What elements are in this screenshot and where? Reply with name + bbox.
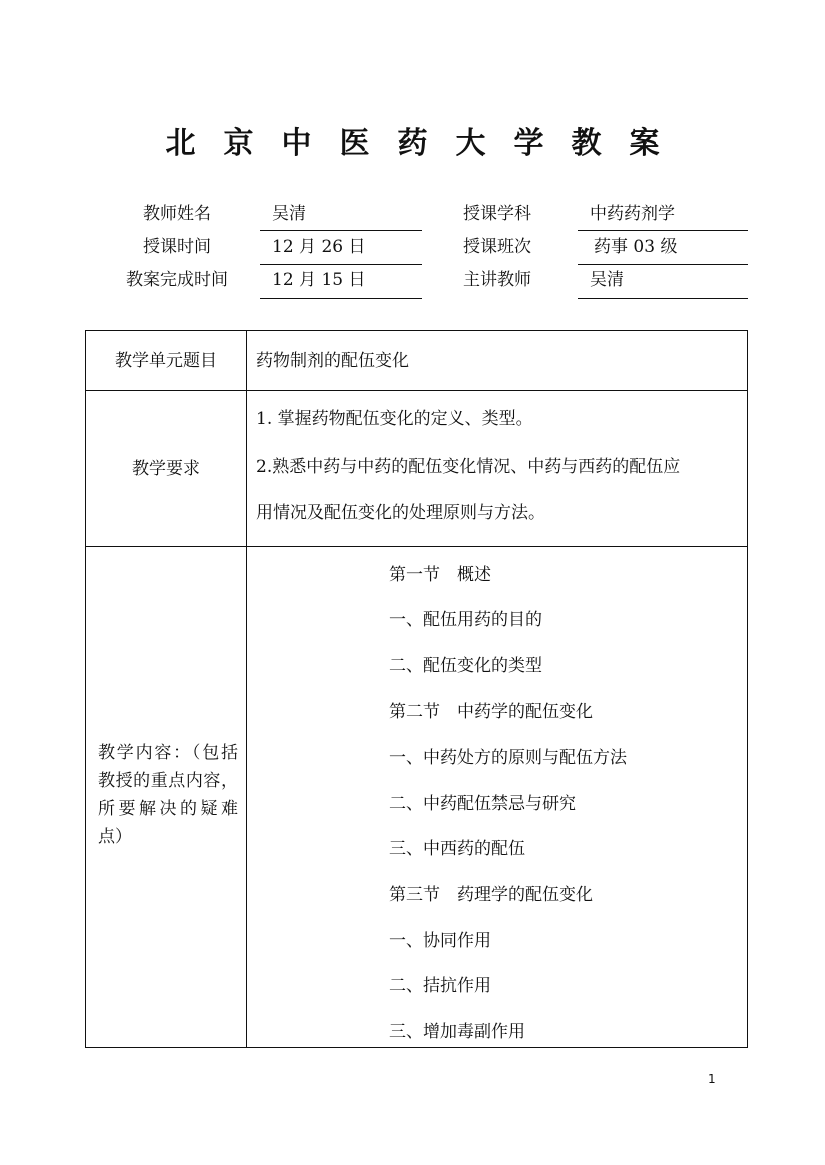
subject-value: 中药药剂学	[590, 204, 675, 224]
class-value: 药事 03 级	[594, 237, 678, 257]
teacher-name-label: 教师姓名	[143, 204, 211, 224]
content-line: 二、配伍变化的类型	[389, 656, 542, 676]
requirement-line: 1. 掌握药物配伍变化的定义、类型。	[256, 409, 533, 429]
teacher-name-value: 吴清	[272, 204, 306, 224]
title-char: 北	[165, 126, 196, 161]
table-row-divider	[86, 546, 747, 547]
subject-label: 授课学科	[463, 204, 531, 224]
title-char: 案	[629, 126, 660, 161]
content-line: 一、配伍用药的目的	[389, 610, 542, 630]
lecturer-underline	[578, 298, 748, 299]
lecturer-value: 吴清	[590, 270, 624, 290]
title-char: 医	[339, 126, 370, 161]
completion-value: 12 月 15 日	[272, 270, 366, 290]
requirements-label: 教学要求	[132, 459, 200, 479]
page-number: 1	[708, 1072, 716, 1086]
content-line: 三、增加毒副作用	[389, 1022, 525, 1042]
lecturer-label: 主讲教师	[463, 270, 531, 290]
title-char: 药	[397, 126, 428, 161]
content-line: 第二节 中药学的配伍变化	[389, 702, 593, 722]
content-line: 二、拮抗作用	[389, 976, 491, 996]
title-char: 京	[223, 126, 254, 161]
time-underline	[260, 264, 422, 265]
teacher-name-underline	[260, 230, 422, 231]
title-char: 教	[571, 126, 602, 161]
class-label: 授课班次	[463, 237, 531, 257]
content-line: 三、中西药的配伍	[389, 839, 525, 859]
unit-title-label: 教学单元题目	[115, 351, 217, 371]
class-underline	[578, 264, 748, 265]
unit-title-value: 药物制剂的配伍变化	[256, 351, 409, 371]
requirement-line: 2.熟悉中药与中药的配伍变化情况、中药与西药的配伍应	[256, 457, 681, 477]
table-row-divider	[86, 390, 747, 391]
table-column-divider	[246, 331, 247, 1047]
content-line: 一、协同作用	[389, 931, 491, 951]
title-char: 中	[281, 126, 312, 161]
subject-underline	[578, 230, 748, 231]
content-line: 二、中药配伍禁忌与研究	[389, 794, 576, 814]
time-label: 授课时间	[143, 237, 211, 257]
requirement-line: 用情况及配伍变化的处理原则与方法。	[256, 503, 545, 523]
title-char: 大	[455, 126, 486, 161]
completion-underline	[260, 298, 422, 299]
content-line: 一、中药处方的原则与配伍方法	[389, 748, 627, 768]
lesson-plan-table	[85, 330, 748, 1048]
content-label: 教学内容：（包括教授的重点内容，所要解决的疑难点）	[98, 743, 238, 847]
content-line: 第三节 药理学的配伍变化	[389, 885, 593, 905]
title-char: 学	[513, 126, 544, 161]
content-line: 第一节 概述	[389, 565, 491, 585]
completion-label: 教案完成时间	[126, 270, 228, 290]
time-value: 12 月 26 日	[272, 237, 366, 257]
page-title	[0, 118, 825, 162]
